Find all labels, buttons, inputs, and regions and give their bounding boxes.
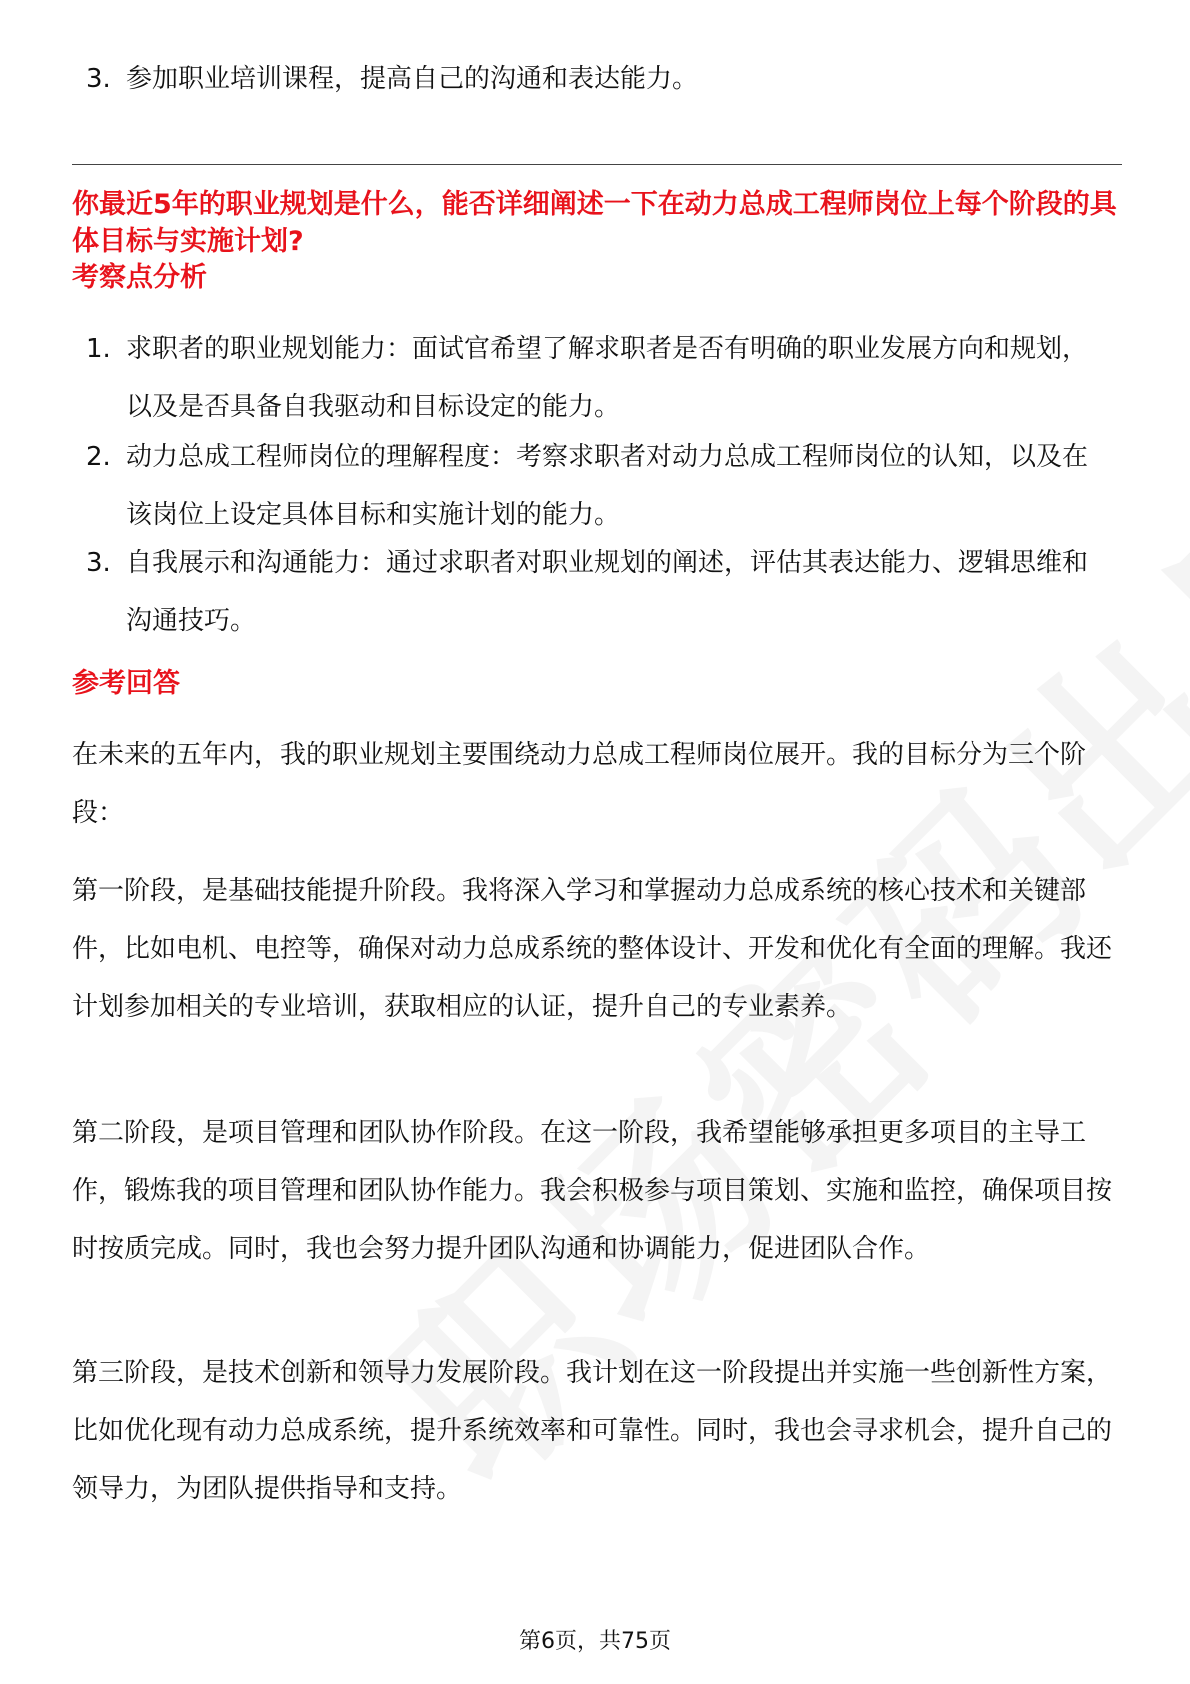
- analysis-item-2: [86, 428, 1106, 544]
- analysis-heading: 考察点分析: [72, 262, 207, 293]
- list-text: 自我展示和沟通能力：通过求职者对职业规划的阐述，评估其表达能力、逻辑思维和沟通技巧。: [126, 548, 1089, 636]
- list-number: 3.: [86, 548, 111, 578]
- list-text: 参加职业培训课程，提高自己的沟通和表达能力。: [126, 64, 699, 94]
- analysis-item-3: [86, 534, 1106, 650]
- list-text: 求职者的职业规划能力：面试官希望了解求职者是否有明确的职业发展方向和规划，以及是否具备自我驱动和目标设定的能力。: [126, 334, 1089, 422]
- question-heading: 你最近5年的职业规划是什么，能否详细阐述一下在动力总成工程师岗位上每个阶段的具体目标与实施计划?: [72, 189, 1117, 257]
- list-text: 动力总成工程师岗位的理解程度：考察求职者对动力总成工程师岗位的认知，以及在该岗位上设定具体目标和实施计划的能力。: [126, 442, 1089, 530]
- answer-paragraph-stage-2: 第二阶段，是项目管理和团队协作阶段。在这一阶段，我希望能够承担更多项目的主导工作，锻炼我的项目管理和团队协作能力。我会积极参与项目策划、实施和监控，确保项目按时按质完成。同时，我也会努力提升团队沟通和协调能力，促进团队合作。: [72, 1118, 1113, 1264]
- answer-paragraph-intro: 在未来的五年内，我的职业规划主要围绕动力总成工程师岗位展开。我的目标分为三个阶段：: [72, 740, 1087, 828]
- answer-heading: 参考回答: [72, 668, 180, 699]
- document-page: [72, 0, 1122, 1684]
- section-divider: [72, 164, 1122, 165]
- answer-paragraph-stage-1: 第一阶段，是基础技能提升阶段。我将深入学习和掌握动力总成系统的核心技术和关键部件，比如电机、电控等，确保对动力总成系统的整体设计、开发和优化有全面的理解。我还计划参加相关的专业培训，获取相应的认证，提升自己的专业素养。: [72, 876, 1113, 1022]
- page-number: 第6页，共75页: [519, 1629, 671, 1654]
- list-number: 2.: [86, 442, 111, 472]
- list-item: [86, 50, 1106, 108]
- answer-paragraph-stage-3: 第三阶段，是技术创新和领导力发展阶段。我计划在这一阶段提出并实施一些创新性方案，比如优化现有动力总成系统，提升系统效率和可靠性。同时，我也会寻求机会，提升自己的领导力，为团队提供指导和支持。: [72, 1358, 1113, 1504]
- list-number: 1.: [86, 334, 111, 364]
- analysis-item-1: [86, 320, 1106, 436]
- list-number: 3.: [86, 64, 111, 94]
